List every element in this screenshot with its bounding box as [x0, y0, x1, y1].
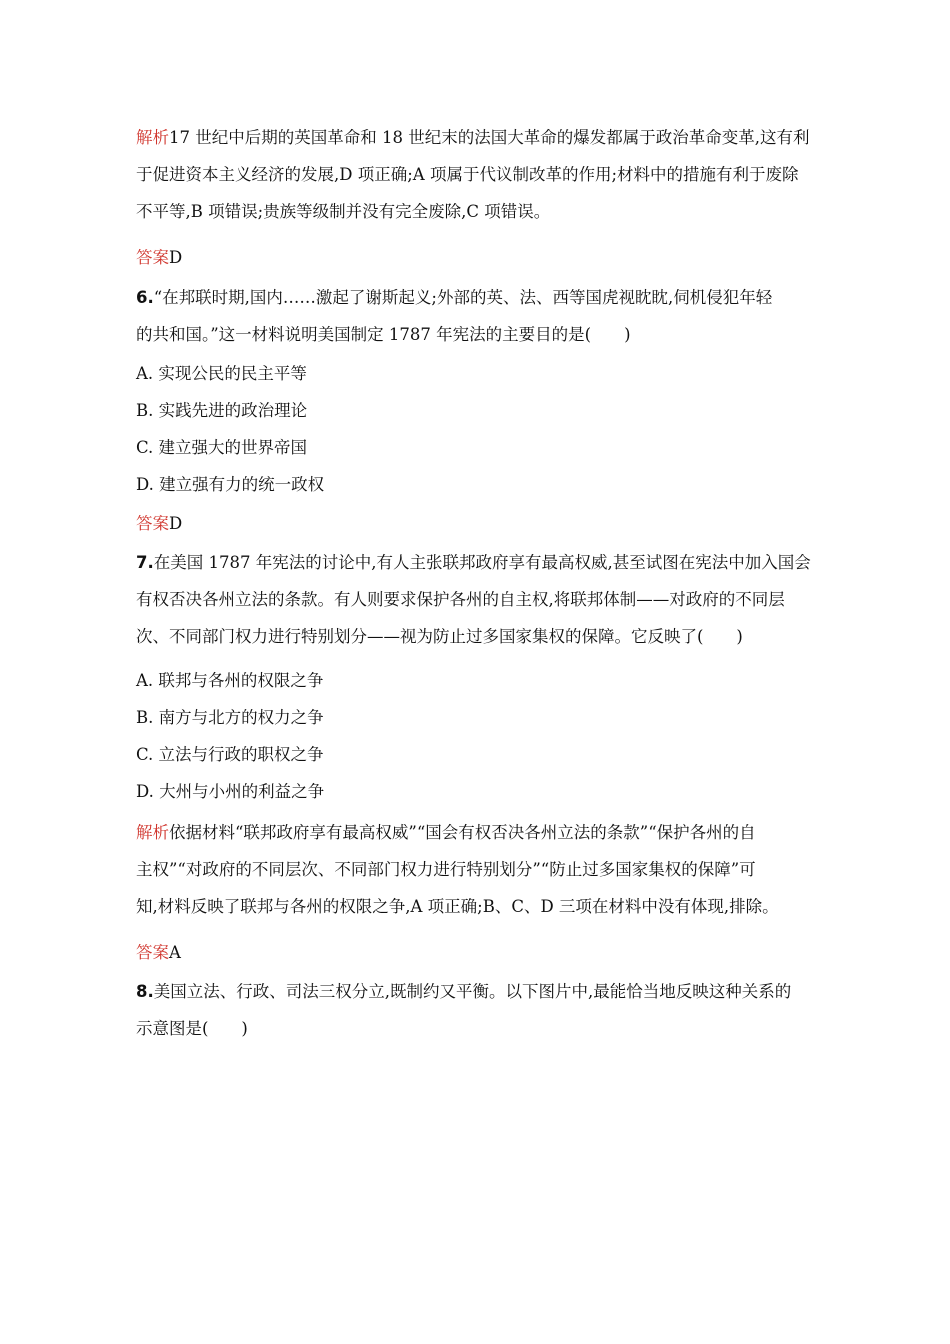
q7-answer — [136, 934, 818, 971]
question-number: 8. — [136, 982, 154, 1001]
analysis-text: 不平等,B 项错误;贵族等级制并没有完全废除,C 项错误。 — [136, 202, 551, 221]
question-text: 在美国 1787 年宪法的讨论中,有人主张联邦政府享有最高权威,甚至试图在宪法中加入国会 — [153, 553, 811, 572]
q8-stem — [136, 973, 818, 1047]
q5-analysis — [136, 119, 818, 230]
answer-value: D — [169, 248, 183, 267]
answer-label: 答案 — [136, 943, 169, 962]
option-c: C. 建立强大的世界帝国 — [136, 438, 308, 457]
analysis-text: 主权”“对政府的不同层次、不同部门权力进行特别划分”“防止过多国家集权的保障”可 — [136, 860, 756, 879]
option-d: D. 建立强有力的统一政权 — [136, 475, 325, 494]
question-text: 美国立法、行政、司法三权分立,既制约又平衡。以下图片中,最能恰当地反映这种关系的 — [153, 982, 792, 1001]
answer-label: 答案 — [136, 514, 169, 533]
analysis-label: 解析 — [136, 128, 169, 147]
q6-stem — [136, 279, 818, 353]
analysis-text: 知,材料反映了联邦与各州的权限之争,A 项正确;B、C、D 三项在材料中没有体现,排除。 — [136, 897, 779, 916]
option-a: A. 联邦与各州的权限之争 — [136, 671, 324, 690]
answer-value: A — [169, 943, 181, 962]
answer-label: 答案 — [136, 248, 169, 267]
analysis-text: 依据材料“联邦政府享有最高权威”“国会有权否决各州立法的条款”“保护各州的自 — [169, 823, 756, 842]
question-text: 有权否决各州立法的条款。有人则要求保护各州的自主权,将联邦体制——对政府的不同层 — [136, 590, 785, 609]
q6-options — [136, 355, 818, 503]
option-b: B. 实践先进的政治理论 — [136, 401, 308, 420]
q7-stem — [136, 544, 818, 655]
q7-options — [136, 662, 818, 810]
answer-value: D — [169, 514, 183, 533]
option-c: C. 立法与行政的职权之争 — [136, 745, 324, 764]
analysis-text: 于促进资本主义经济的发展,D 项正确;A 项属于代议制改革的作用;材料中的措施有利于废除 — [136, 165, 799, 184]
q5-answer — [136, 239, 818, 276]
analysis-text: 17 世纪中后期的英国革命和 18 世纪末的法国大革命的爆发都属于政治革命变革,这有利 — [169, 128, 810, 147]
analysis-label: 解析 — [136, 823, 169, 842]
q7-analysis — [136, 814, 818, 925]
question-text: “在邦联时期,国内……激起了谢斯起义;外部的英、法、西等国虎视眈眈,伺机侵犯年轻 — [153, 288, 773, 307]
question-number: 6. — [136, 288, 154, 307]
option-b: B. 南方与北方的权力之争 — [136, 708, 324, 727]
question-text: 的共和国。”这一材料说明美国制定 1787 年宪法的主要目的是( ) — [136, 325, 631, 344]
q6-answer — [136, 505, 818, 542]
option-a: A. 实现公民的民主平等 — [136, 364, 307, 383]
question-text: 次、不同部门权力进行特别划分——视为防止过多国家集权的保障。它反映了( ) — [136, 627, 743, 646]
question-number: 7. — [136, 553, 154, 572]
question-text: 示意图是( ) — [136, 1019, 248, 1038]
option-d: D. 大州与小州的利益之争 — [136, 782, 325, 801]
